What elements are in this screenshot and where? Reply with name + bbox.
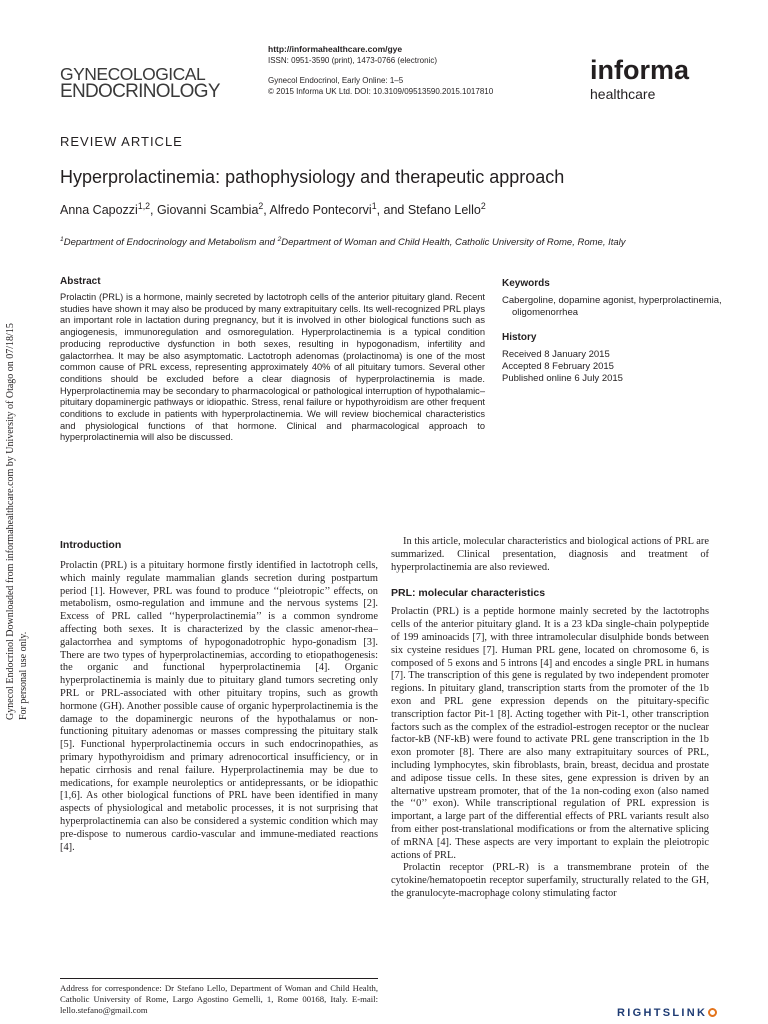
introduction-heading: Introduction bbox=[60, 539, 122, 551]
section-heading-molecular: PRL: molecular characteristics bbox=[391, 587, 546, 600]
right-column bbox=[391, 536, 709, 901]
journal-logo bbox=[60, 66, 220, 100]
abstract-heading: Abstract bbox=[60, 276, 101, 287]
author-affiliation-mark: 1,2 bbox=[137, 200, 150, 211]
introduction-text: Prolactin (PRL) is a pituitary hormone firstly identified in lactotroph cells, which mainly regulate mammalian glands secretion during postpartum period [1]. However, PRL was found to produce ‘‘pleiotropic’’ effects, on metabolism, osmo-regulation and immune and the nervous systems [2]. Excess of PRL called ‘‘hyperprolactinemia’’ is a common syndrome affecting both sexes. It is characterized by the classic amenor-rhea–galactorrhea and symptoms of hypogonadotrophic hypo-gonadism [3]. There are two types of hyperprolactinemias, according to etiopathogenesis: the organic and functional hyperprolactinemia [4]. Organic hyperprolactinemia is mainly due to pituitary gland tumors secreting only PRL or PRL-associated with other pituitary tropins, such as growth hormone (GH). Another possible cause of organic hyperprolactinemia is the damage to the dopaminergic neurons of the hypothalamus or non-functioning pituitary adenomas or masses compressing the pituitary stalk [5]. Functional hyperprolactinemia occurs in such endocrinopathies, as primary hypothyroidism and primary adrenocortical insufficiency, or in hepatic cirrhosis and renal failure. Hyperprolactinemia may be due to medications, for example neuroleptics or antidepressants, or be idiopathic [1,6]. As other biological functions of PRL have been identified in many aspects of physiological and metabolic processes, it is not surprising that hyperprolactinemia can also be considered a systemic condition which may pre-dispose to numerous cardio-vascular and immune-mediated reactions [4]. bbox=[60, 560, 378, 853]
summary-paragraph: In this article, molecular characteristics and biological actions of PRL are summarized. Clinical presentation, diagnosis and treatment of hyperprolactinemia are also reviewed. bbox=[391, 536, 709, 573]
left-column bbox=[60, 538, 378, 854]
history-accepted: Accepted 8 February 2015 bbox=[502, 361, 614, 372]
history-heading: History bbox=[502, 332, 537, 343]
author-affiliation-mark: 2 bbox=[258, 200, 264, 211]
abstract-text: Prolactin (PRL) is a hormone, mainly secreted by lactotroph cells of the anterior pituitary gland. Recent studies have shown it may also be produced by many extrapituitary cells. Its well-recognized PRL plays an important role in lactation during pregnancy, but it is involved in other biological functions such as angiogenesis, immunoregulation and osmoregulation. Hyperprolactinemia is a typical condition producing reproductive dysfunction in both sexes, resulting in hypogonadism, infertility and galactorrhea. It may be also asymptomatic. Lactotroph adenomas (prolactinoma) is one of the most common cause of PRL excess, representing approximately 40% of all pituitary tumors. Several other conditions should be excluded before a clear diagnosis of hyperprolactinemia is made. Hyperprolactinemia may be secondary to pharmacological or pathological interruption of hypothalamic–pituitary dopaminergic pathways or idiopathic. Stress, renal failure or hypothyroidism are other frequent conditions to exclude in patients with hyperprolactinemia. We will review biochemical characteristics and physiological functions of that hormone. Clinical and pharmacological approach to hyperprolactinemia will also be discussed. bbox=[60, 292, 485, 443]
keywords-heading: Keywords bbox=[502, 278, 550, 289]
history-received: Received 8 January 2015 bbox=[502, 349, 610, 360]
article-title: Hyperprolactinemia: pathophysiology and therapeutic approach bbox=[60, 167, 565, 187]
keywords-panel bbox=[502, 278, 727, 385]
publication-info bbox=[268, 44, 548, 97]
author-name: Alfredo Pontecorvi bbox=[269, 203, 372, 217]
correspondence-footnote: Address for correspondence: Dr Stefano Lello, Department of Woman and Child Health, Catholic University of Rome, Largo Agostino Gemelli, 1, Rome 00168, Italy. E-mail: lello.stefano@gmail.com bbox=[60, 978, 378, 1016]
body-paragraph: Prolactin receptor (PRL-R) is a transmembrane protein of the cytokine/hematopoetin receptor superfamily, structurally related to the GH, the granulocyte-macrophage colony stimulating factor bbox=[391, 862, 709, 899]
rightslink-label: RIGHTSLINK bbox=[617, 1007, 708, 1019]
publisher-subname: healthcare bbox=[590, 86, 656, 102]
download-notice-line2: For personal use only. bbox=[18, 631, 29, 720]
journal-logo-line2: ENDOCRINOLOGY bbox=[60, 81, 220, 102]
author-name: Stefano Lello bbox=[407, 203, 481, 217]
author-affiliation-mark: 2 bbox=[480, 200, 486, 211]
journal-logo-line1: GYNECOLOGICAL bbox=[60, 64, 206, 84]
author-name: Anna Capozzi bbox=[60, 203, 138, 217]
rightslink-ring-icon bbox=[708, 1008, 717, 1017]
citation: Gynecol Endocrinol, Early Online: 1–5 bbox=[268, 76, 404, 85]
download-notice bbox=[4, 300, 34, 720]
body-paragraph: Prolactin (PRL) is a peptide hormone mainly secreted by the lactotrophs cells of the anterior pituitary gland. It is a 23 kDa single-chain polypeptide of 199 aminoacids [7], with three intramolecular disulphide bonds between six cysteine residues [7]. Human PRL gene, located on chromosome 6, is composed of 5 exons and 5 introns [4] and encodes a single PRL in humans [7]. The transcription of this gene is regulated by two independent promoter regions. In pituitary gland, transcription starts from the promoter of the 1b exon and PRL gene expression depends on the pituitary-specific transcription factor Pit-1 [8]. Acting together with Pit-1, other transcription factors such as the complex of the estradiol-estrogen receptor or the nuclear factor-kB (NF-kB) were found to activate PRL gene transcription in the 1b exon promoter [8]. There are also many extrapituitary sources of PRL, including lymphocytes, skin fibroblasts, brain, breast, decidua and prostate and adipose tissue cells. In these sites, gene expression is driven by an alternative upstream promoter, that of the 1a non-coding exon (also named the ‘‘0’’ exon). While transcriptional regulation of PRL expression is important, a large part of the differential effects of PRL variants result also from either post-translational modifications or from the alternative splicing of mRNA [4]. These aspects are very important to explain the pleiotropic actions of PRL. bbox=[391, 606, 709, 861]
author-affiliation-mark: 1 bbox=[371, 200, 377, 211]
publisher-logo bbox=[590, 55, 689, 102]
rightslink-logo[interactable] bbox=[617, 1007, 757, 1023]
article-type: REVIEW ARTICLE bbox=[60, 134, 183, 149]
author-list: Anna Capozzi$^{1,2}$, Giovanni Scambia$^2$, Alfredo Pontecorvi$^1$, and Stefano Lello$^2$ bbox=[60, 200, 486, 217]
author-name: Giovanni Scambia bbox=[156, 203, 259, 217]
download-notice-line1: Gynecol Endocrinol Downloaded from informahealthcare.com by University of Otago on 07/18/15 bbox=[5, 323, 16, 720]
history-published: Published online 6 July 2015 bbox=[502, 373, 623, 384]
abstract-section bbox=[60, 276, 485, 444]
copyright-doi: © 2015 Informa UK Ltd. DOI: 10.3109/09513590.2015.1017810 bbox=[268, 87, 494, 96]
publisher-name: informa bbox=[590, 55, 690, 85]
keywords-text: Cabergoline, dopamine agonist, hyperprolactinemia, oligomenorrhea bbox=[502, 295, 722, 318]
journal-url[interactable]: http://informahealthcare.com/gye bbox=[268, 44, 403, 54]
issn: ISSN: 0951-3590 (print), 1473-0766 (electronic) bbox=[268, 56, 437, 65]
affiliations: $^1$Department of Endocrinology and Metabolism and $^2$Department of Woman and Child Health, Catholic University of Rome, Rome, Italy bbox=[60, 235, 626, 248]
